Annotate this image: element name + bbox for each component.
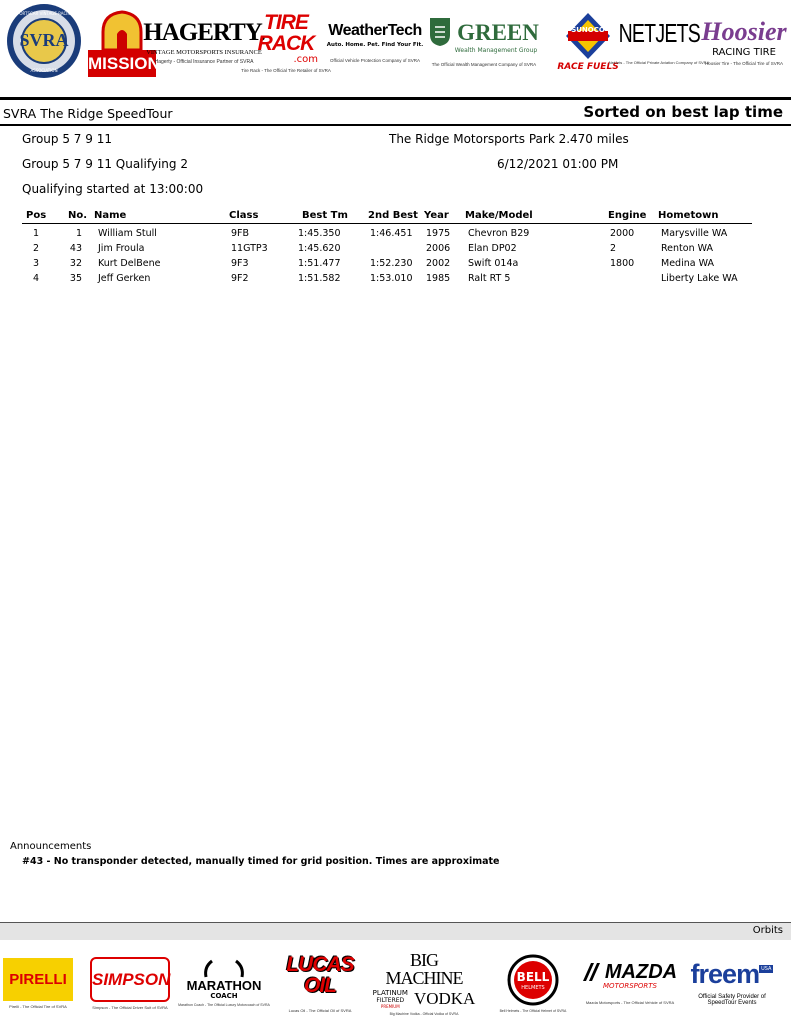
cell-hometown: Medina WA [661,258,714,269]
cell-class: 9F2 [231,273,249,284]
header-bottom-rule [0,124,791,126]
col-header-underline [22,223,752,224]
cell-year: 2006 [426,243,451,254]
bigmachine-vodka: VODKA [413,988,476,1008]
hagerty-name: HAGERTY. [143,18,265,46]
weathertech-logo [327,10,423,76]
session-start: Qualifying started at 13:00:00 [22,182,204,196]
lucasoil-logo [276,944,364,1022]
bigmachine-name: BIG MACHINE [385,949,463,988]
hagerty-line: VINTAGE MOTORSPORTS INSURANCE [146,48,262,56]
cell-hometown: Marysville WA [661,228,728,239]
bigmachine-platinum: PLATINUM [372,988,408,997]
weathertech-name: WeatherTech [328,22,422,39]
sunoco-logo [557,4,619,80]
cell-second: 1:52.230 [370,258,413,269]
bigmachine-premium: PREMIUM [380,1003,400,1009]
cell-name: Kurt DelBene [98,258,161,269]
pirelli-name: PIRELLI [3,958,73,1001]
pirelli-logo [2,944,74,1022]
hagerty-caption: Hagerty - Official Insurance Partner of SVRA [154,58,254,65]
netjets-logo [608,6,710,78]
marathon-sub: COACH [210,992,238,1000]
sunoco-sub: RACE FUELS [557,62,619,72]
cell-pos: 4 [32,273,40,284]
group-label: Group 5 7 9 11 [22,132,112,146]
svra-mark: SVRA [19,30,69,50]
marathon-logo [178,944,270,1022]
orbits-brand: Orbits [752,925,783,936]
simpson-caption: Simpson - The Official Driver Suit of SVRA [92,1004,168,1010]
bell-logo [490,944,576,1022]
green-name: GREEN [457,19,539,45]
footer-bar [0,922,791,940]
cell-pos: 3 [32,258,40,269]
cell-second: 1:53.010 [370,273,413,284]
mazda-name: MAZDA [604,960,678,983]
bigmachine-caption: Big Machine Vodka - Official Vodka of SVRA [389,1011,459,1016]
col-header-year: Year [424,210,449,221]
sunoco-name: SUNOCO [571,26,605,34]
cell-make: Swift 014a [468,258,519,269]
svra-line1: SPORTSCAR VINTAGE RACING [14,11,74,16]
track-label: The Ridge Motorsports Park 2.470 miles [389,132,629,146]
sunoco-diamond-icon [565,12,611,60]
green-logo [428,6,540,78]
cell-engine: 2000 [610,228,635,239]
cell-make: Chevron B29 [468,228,530,239]
weathertech-caption: Official Vehicle Protection Company of SVRA [330,58,420,63]
session-datetime: 6/12/2021 01:00 PM [497,157,619,171]
lucas-caption: Lucas Oil - The Official Oil of SVRA [288,1007,352,1013]
simpson-name: SIMPSON [90,957,170,1002]
cell-no: 35 [69,273,82,284]
hoosier-caption: Hoosier Tire - The Official Tire of SVRA [704,60,784,66]
col-header-name: Name [94,210,127,221]
cell-pos: 1 [32,228,40,239]
col-header-no: No. [68,210,88,221]
freem-caption: Official Safety Provider of SpeedTour Events [698,993,766,1006]
cell-hometown: Liberty Lake WA [661,273,738,284]
cell-no: 32 [69,258,82,269]
tirerack-dotcom: .com [293,53,318,65]
col-header-engine: Engine [608,210,647,221]
cell-best: 1:45.350 [298,228,341,239]
mazda-caption: Mazda Motorsports - The Official Vehicle of SVRA [585,999,675,1005]
cell-hometown: Renton WA [661,243,713,254]
bell-caption: Bell Helmets - The Official Helmet of SVRA [499,1008,567,1013]
cell-name: Jim Froula [98,243,145,254]
netjets-name: NETJETS [618,17,700,48]
svra-line2: ASSOCIATION [30,68,58,73]
col-header-make: Make/Model [465,210,533,221]
col-header-hometown: Hometown [658,210,719,221]
mazda-sub: MOTORSPORTS [603,981,657,990]
cell-class: 9F3 [231,258,249,269]
hoosier-logo [700,6,788,78]
cell-best: 1:51.477 [298,258,341,269]
bell-sub: HELMETS [521,984,545,991]
col-header-pos: Pos [26,210,47,221]
cell-name: Jeff Gerken [98,273,151,284]
tirerack-logo [241,6,331,78]
green-caption: The Official Wealth Management Company of SVRA [431,62,537,67]
bigmachine-logo [372,944,476,1022]
bell-name: BELL [516,969,550,984]
freem-name: freem [690,958,760,989]
cell-year: 1985 [426,273,451,284]
announcement-text: #43 - No transponder detected, manually timed for grid position. Times are approximate [22,856,500,867]
marathon-name: MARATHON [186,978,262,993]
green-shield-icon [429,17,451,47]
col-header-second: 2nd Best [368,210,418,221]
cell-engine: 2 [610,243,617,254]
cell-year: 2002 [426,258,451,269]
simpson-logo [88,944,172,1022]
cell-year: 1975 [426,228,451,239]
tirerack-caption: Tire Rack - The Official Tire Retailer of SVRA [241,67,331,73]
lucas-name: LUCAS OIL [286,952,354,997]
col-header-best: Best Tm [302,210,348,221]
netjets-caption: NetJets - The Official Private Aviation Company of SVRA [608,59,710,65]
freem-usa: USA [761,965,772,972]
tirerack-name: TIRE RACK [257,10,315,55]
session-name: Group 5 7 9 11 Qualifying 2 [22,157,188,171]
svra-logo [5,2,83,80]
mazda-logo [582,944,678,1022]
mission-name: MISSION [88,50,156,77]
cell-pos: 2 [32,243,40,254]
weathertech-tagline: Auto. Home. Pet. Find Your Fit. [326,42,424,48]
cell-no: 43 [69,243,82,254]
announcements-title: Announcements [10,841,92,852]
cell-class: 11GTP3 [231,243,268,254]
sort-label: Sorted on best lap time [583,103,783,121]
cell-engine: 1800 [610,258,635,269]
hoosier-sub: RACING TIRE [712,46,776,58]
hoosier-name: Hoosier [701,16,787,46]
cell-class: 9FB [231,228,250,239]
mazda-stripes-icon [583,963,603,981]
cell-no: 1 [75,228,82,239]
cell-second: 1:46.451 [370,228,413,239]
cell-make: Ralt RT 5 [468,273,511,284]
cell-make: Elan DP02 [468,243,517,254]
green-sub: Wealth Management Group [454,47,538,54]
cell-best: 1:51.582 [298,273,341,284]
cell-best: 1:45.620 [298,243,341,254]
marathon-caption: Marathon Coach - The Official Luxury Motorcoach of SVRA [178,1003,270,1007]
col-header-class: Class [229,210,259,221]
laurel-icon [202,959,246,979]
freem-logo [682,944,782,1022]
hagerty-logo [143,6,265,78]
cell-name: William Stull [98,228,157,239]
bigmachine-filtered: FILTERED [376,996,405,1004]
pirelli-caption: Pirelli - The Official Tire of SVRA [9,1003,67,1009]
mission-bell-icon [97,8,147,50]
header-top-rule [0,97,791,100]
event-title: SVRA The Ridge SpeedTour [3,106,173,121]
